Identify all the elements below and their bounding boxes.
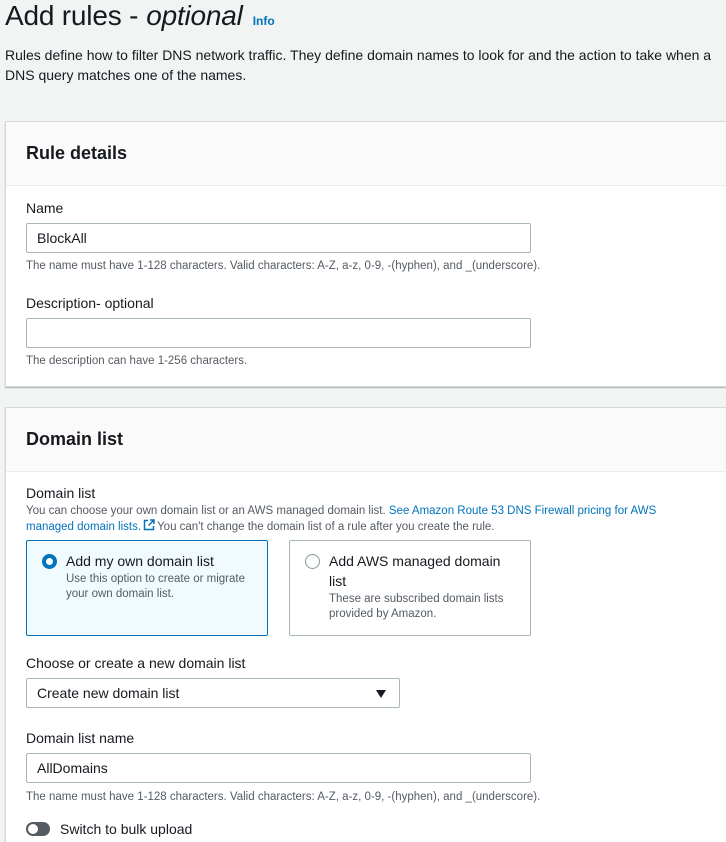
name-input[interactable] [26,223,531,253]
description-hint: The description can have 1-256 characters. [26,355,248,367]
domain-list-title: Domain list [26,429,124,449]
page-title: Add rules - [5,0,139,31]
domain-list-name-hint: The name must have 1-128 characters. Valid characters: A-Z, a-z, 0-9, -(hyphen), and _(underscore). [26,791,541,803]
own-domain-list-radio[interactable] [42,554,57,569]
domain-list-select-value: Create new domain list [37,685,180,701]
choose-domain-list-label: Choose or create a new domain list [26,655,246,671]
aws-managed-list-title: Add AWS managed domain list [329,553,501,589]
name-hint: The name must have 1-128 characters. Valid characters: A-Z, a-z, 0-9, -(hyphen), and _(underscore). [26,260,541,272]
toggle-knob [28,824,38,834]
own-domain-list-description: Use this option to create or migrate your own domain list. [66,573,245,600]
rule-details-header [6,122,726,186]
domain-list-hint [26,503,706,535]
domain-list-name-label: Domain list name [26,730,135,746]
bulk-upload-toggle[interactable] [26,822,50,836]
page-header [5,0,726,85]
description-input[interactable] [26,318,531,348]
own-domain-list-tile[interactable] [26,540,268,636]
description-label: Description- optional [26,295,154,311]
own-domain-list-title: Add my own domain list [66,553,214,569]
page-description: Rules define how to filter DNS network traffic. They define domain names to look for and the action to take when a DNS query matches one of the names. [5,47,712,83]
pricing-link[interactable]: See Amazon Route 53 DNS Firewall pricing for AWS managed domain lists. [26,505,657,533]
domain-list-hint-after: You can't change the domain list of a rule after you create the rule. [157,521,495,533]
caret-down-icon [376,690,386,698]
rule-details-title: Rule details [26,143,128,163]
domain-list-label: Domain list [26,485,96,501]
name-label: Name [26,200,64,216]
domain-list-panel [5,407,726,842]
page-title-optional: optional [146,0,243,31]
aws-managed-list-tile[interactable] [289,540,531,636]
domain-list-header [6,408,726,472]
aws-managed-list-description: These are subscribed domain lists provided by Amazon. [329,593,504,620]
aws-managed-list-radio[interactable] [305,554,320,569]
domain-list-name-input[interactable] [26,753,531,783]
external-link-icon[interactable] [143,519,155,531]
rule-details-panel [5,121,726,387]
domain-list-select[interactable] [26,678,400,708]
domain-list-hint-text: You can choose your own domain list or an AWS managed domain list. [26,505,389,517]
bulk-upload-label: Switch to bulk upload [60,821,193,837]
info-link[interactable]: Info [252,14,275,28]
title-row [5,0,726,34]
